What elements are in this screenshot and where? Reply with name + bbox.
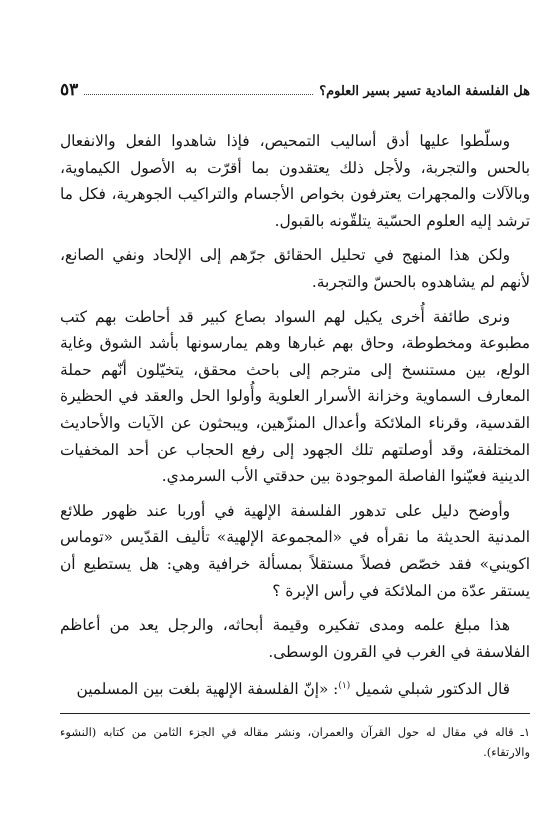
book-page: [60, 80, 530, 820]
page-number: ٥٣: [60, 80, 79, 100]
paragraph: وسلّطوا عليها أدق أساليب التمحيص، فإذا شاهدوا الفعل والانفعال بالحس والتجربة، ولأجل ذلك يعتقدون بما أقرّت به الأصول الكيماوية، وبالآلات والمجهرات يعترفون بخواص الأجسام والتراكيب الجوهرية، فكل ما ترشد إليه العلوم الحسّية يتلقّونه بالقبول.: [60, 132, 530, 230]
footnote-reference[interactable]: (١): [338, 681, 351, 692]
page-body: [60, 128, 530, 762]
running-title: هل الفلسفة المادية تسير بسير العلوم؟: [319, 84, 530, 99]
paragraph-text: : «إنّ الفلسفة الإلهية بلغت بين المسلمين: [76, 680, 339, 699]
paragraph-with-footnote-ref: [60, 673, 530, 703]
paragraph: وأوضح دليل على تدهور الفلسفة الإلهية في أوربا عند ظهور طلائع المدنية الحديثة ما نقرأه في «المجموعة الإلهية» تأليف القدّيس «توماس اكويني» فقد خصّص فصلاً مستقلاً بمسألة خرافية وهي: هل يستطيع أن يستقر عدّة من الملائكة في رأس الإبرة ؟: [60, 501, 530, 600]
page-header: [60, 80, 530, 108]
footnote-divider: [60, 713, 530, 714]
paragraph-text: قال الدكتور شبلي شميل: [355, 680, 510, 699]
paragraph: ولكن هذا المنهج في تحليل الحقائق جرّهم إلى الإلحاد ونفي الصانع، لأنهم لم يشاهدوه بالحسّ والتجربة.: [60, 246, 530, 291]
paragraph: هذا مبلغ علمه ومدى تفكيره وقيمة أبحاثه، والرجل يعد من أعاظم الفلاسفة في الغرب في القرون الوسطى.: [60, 616, 530, 661]
paragraph: ونرى طائفة أُخرى يكيل لهم السواد بصاع كبير قد أحاطت بهم كتب مطبوعة ومخطوطة، وحاق بهم غبارها وهم يمارسونها بأشد الشوق وغاية الولع، بين مستنسخ إلى مترجم إلى باحث محقق، يتخيّلون أنّهم حملة المعارف السماوية وخزانة الأسرار العلوية وأُولوا الحل والعقد في الحظيرة القدسية، وقرناء الملائكة وأعدال المنزّهين، ويبحثون عن الآيات والأحاديث المختلفة، وقد أوصلتهم تلك الجهود إلى رفع الحجاب عن أحد المخفيات الدينية فعيّنوا الفاصلة الموجودة بين حدقتي الأب السرمدي.: [60, 307, 530, 486]
footnote: ١ـ قاله في مقال له حول القرآن والعمران، ونشر مقاله في الجزء الثامن من كتابه (النشوء والارتقاء).: [60, 724, 530, 759]
dotted-leader: [84, 85, 313, 95]
